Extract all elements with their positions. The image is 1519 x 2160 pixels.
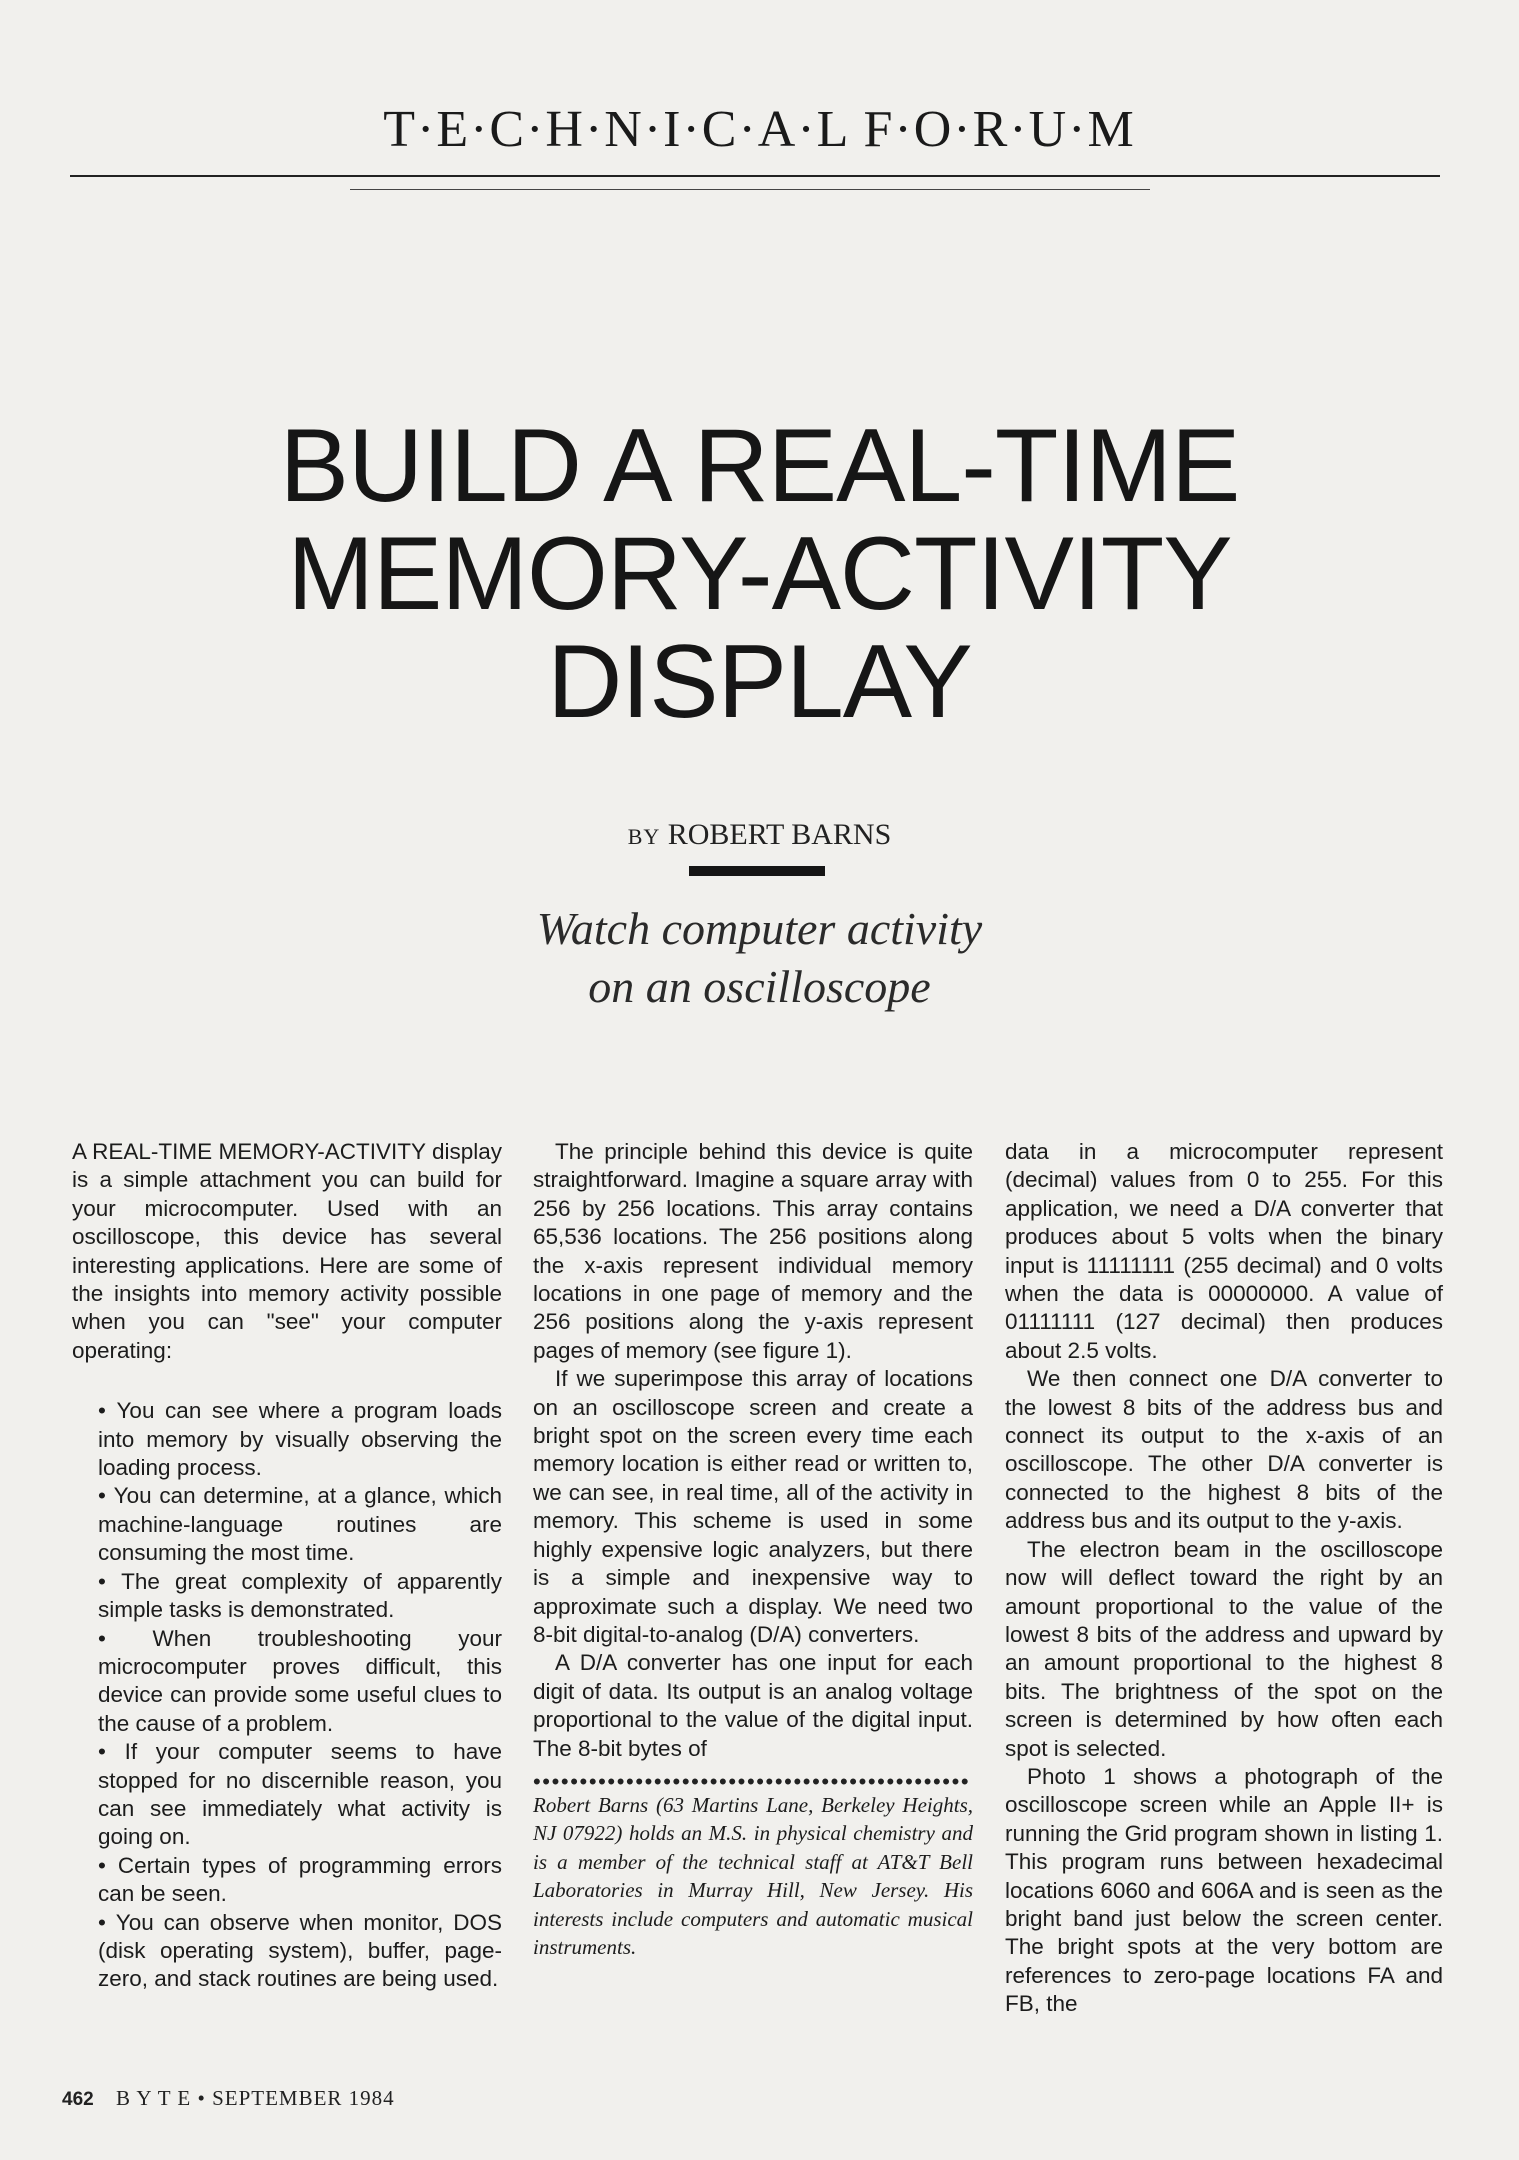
page-footer — [62, 2086, 395, 2111]
header-rule-thick — [70, 175, 1440, 177]
paragraph: The electron beam in the oscilloscope now will deflect toward the right by an amount proportional to the value of the lowest 8 bits of the address and upward by an amount proportional to the highest 8 bits. The brightness of the spot on the screen is determined by how often each spot is selected. — [1005, 1536, 1443, 1761]
article-title — [0, 408, 1519, 740]
publication-line: B Y T E • SEPTEMBER 1984 — [115, 2086, 395, 2110]
header-rule-thin — [350, 189, 1150, 190]
paragraph: We then connect one D/A converter to the lowest 8 bits of the address bus and connect its output to the x-axis of an oscilloscope. The other D/A converter is connected to the highest 8 bits of the address bus and its output to the y-axis. — [1005, 1366, 1443, 1534]
column-2 — [533, 1138, 973, 1961]
list-item: • You can see where a program loads into memory by visually observing the loading process. — [98, 1397, 502, 1482]
byline-by: BY — [627, 824, 661, 849]
list-item: • You can observe when monitor, DOS (disk operating system), buffer, page-zero, and stack routines are being used. — [98, 1909, 502, 1994]
list-item: • When troubleshooting your microcomputer proves difficult, this device can provide some useful clues to the cause of a problem. — [98, 1625, 502, 1739]
title-line-2: MEMORY-ACTIVITY — [287, 516, 1232, 632]
author-bio: Robert Barns (63 Martins Lane, Berkeley Heights, NJ 07922) holds an M.S. in physical chemistry and is a member of the technical staff at AT&T Bell Laboratories in Murray Hill, New Jersey. His interests include computers and automatic musical instruments. — [533, 1792, 973, 1959]
paragraph: The principle behind this device is quite straightforward. Imagine a square array with 256 by 256 locations. This array contains 65,536 locations. The 256 positions along the x-axis represent individual memory locations in one page of memory and the 256 positions along the y-axis represent pages of memory (see figure 1). — [533, 1139, 973, 1363]
paragraph: Photo 1 shows a photograph of the oscilloscope screen while an Apple II+ is running the Grid program shown in listing 1. This program runs between hexadecimal locations 6060 and 606A and is seen as the bright band just below the screen center. The bright spots at the very bottom are references to zero-page locations FA and FB, the — [1005, 1763, 1443, 2017]
byline — [0, 818, 1519, 852]
page-number: 462 — [62, 2089, 94, 2110]
section-header: T·E·C·H·N·I·C·A·L F·O·R·U·M — [383, 101, 1136, 158]
intro-paragraph: A REAL-TIME MEMORY-ACTIVITY display is a simple attachment you can build for your microcomputer. Used with an oscilloscope, this device has several interesting applications. Here are some of the insights into memory activity possible when you can "see" your computer operating: — [72, 1139, 502, 1363]
paragraph: If we superimpose this array of locations on an oscilloscope screen and create a bright spot on the screen every time each memory location is either read or written to, we can see, in real time, all of the activity in memory. This scheme is used in some highly expensive logic analyzers, but there is a simple and inexpensive way to approximate such a display. We need two 8-bit digital-to-analog (D/A) converters. — [533, 1366, 973, 1647]
title-line-3: DISPLAY — [547, 624, 972, 740]
column-3 — [1005, 1138, 1443, 2019]
article-subtitle — [0, 900, 1519, 1016]
dotted-separator: ••••••••••••••••••••••••••••••••••••••••••••••• — [533, 1772, 971, 1791]
list-item: • You can determine, at a glance, which machine-language routines are consuming the most time. — [98, 1482, 502, 1567]
insights-list — [72, 1397, 502, 1994]
subtitle-line-2: on an oscilloscope — [588, 961, 931, 1012]
list-item: • If your computer seems to have stopped for no discernible reason, you can see immediately what activity is going on. — [98, 1738, 502, 1852]
list-item: • Certain types of programming errors can be seen. — [98, 1852, 502, 1909]
subtitle-line-1: Watch computer activity — [536, 903, 983, 954]
list-item: • The great complexity of apparently simple tasks is demonstrated. — [98, 1568, 502, 1625]
author-name: ROBERT BARNS — [667, 818, 892, 851]
title-line-1: BUILD A REAL-TIME — [279, 408, 1240, 524]
byline-bar — [689, 866, 825, 876]
column-1 — [72, 1138, 502, 1994]
paragraph: data in a microcomputer represent (decimal) values from 0 to 255. For this application, we need a D/A converter that produces about 5 volts when the binary input is 11111111 (255 decimal) and 0 volts when the data is 00000000. A value of 01111111 (127 decimal) then produces about 2.5 volts. — [1005, 1139, 1443, 1363]
paragraph: A D/A converter has one input for each digit of data. Its output is an analog voltage proportional to the value of the digital input. The 8-bit bytes of — [533, 1650, 973, 1761]
